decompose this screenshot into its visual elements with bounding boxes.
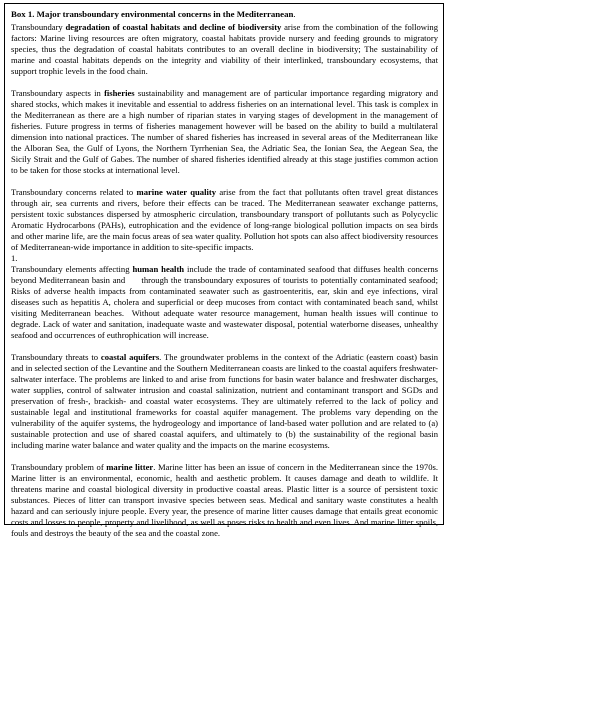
bold-term: fisheries [104, 88, 135, 98]
paragraph-coastal-aquifers [11, 352, 438, 451]
text: Transboundary [11, 22, 66, 32]
paragraph-water-quality [11, 187, 438, 253]
text: 1. [11, 253, 18, 263]
bold-term: human health [132, 264, 185, 274]
text: include the trade of contaminated seafood that diffuses health concerns beyond Mediterranean basin and through the transboundary exposures of tourists to potentially contaminated seafood; Risks of adverse health impacts from contaminated seawater such as gastroenteritis, ear, skin and eye infections, viral diseases such as hepatitis A, cholera and superficial or deep mucoses from contact with contaminated beach sand, whilst visiting Mediterranean beaches. Without adequate water resource management, human health issues will continue to degrade. Lack of water and sanitation, inadequate waste and wastewater disposal, potential waterborne diseases, unhealthy seafood and occurrences of euthrophication will increase. [11, 264, 441, 340]
bold-term: marine litter [106, 462, 154, 472]
text: Transboundary elements affecting [11, 264, 133, 274]
box-title-bold: Box 1. Major transboundary environmental concerns in the Mediterranean [11, 9, 294, 19]
bold-term: marine water quality [136, 187, 217, 197]
text: . The groundwater problems in the context of the Adriatic (eastern coast) basin and in selected section of the Levantine and the Southern Mediterranean coasts are linked to the coastal aquifers freshwater- saltwater interface. The problems are linked to and arise from functions for basin water balance and freshwater discharges, water supplies, control of saltwater intrusion and coastal salinization, nutrient and contaminant transport and SGDs and preservation of fresh-, brackish- and coastal water ecosystems. They are ultimately referred to the lack of policy and sustainable legal and institutional frameworks for coastal aquifer management. The problems vary depending on the vulnerability of the aquifer systems, the hydrogeology and importance of land-based water pollution and are related to (a) sustainable protection and use of shared coastal aquifers, and ultimately to (b) the sustainability of the regional basin including marine water balance and water quality and the impacts on the marine ecosystems. [11, 352, 438, 450]
text: arise from the fact that pollutants often travel great distances through air, sea currents and rivers, before their effects can be traced. The Mediterranean seawater exchange patterns, persistent toxic substances dispersed by atmospheric circulation, transboundary transport of pollutants such as Polycyclic Aromatic Hydrocarbons (PAHs), eutrophication and the evidence of long-range biological pollution impacts on sea birds and other marine life, are the main focus areas of sea water quality. Pollution hot spots can also affect biodiversity resources of Mediterranean-wide importance in addition to site-specific impacts. [11, 187, 438, 252]
paragraph-human-health [11, 264, 441, 341]
text: sustainability and management are of particular importance regarding migratory and shared stocks, which makes it inevitable and essential to address fisheries on an international level. This task is complex in the Mediterranean as there are a high number of riparian states in varying stages of development in the management of fisheries. Future progress in terms of fisheries management however will be based on the ability to build a multilateral dimension into national practices. The number of shared fisheries has increased in several areas of the Mediterranean like the Alboran Sea, the Gulf of Lyons, the Northern Tyrrhenian Sea, the Adriatic Sea, the Ionian Sea, the Aegean Sea, the Sicily Strait and the Gulf of Gabes. The number of shared fisheries identified already at this stage justifies common action to be taken for those stocks at international level. [11, 88, 438, 175]
bold-term: degradation of coastal habitats and decline of biodiversity [65, 22, 282, 32]
text: Transboundary problem of [11, 462, 107, 472]
bold-term: coastal aquifers [100, 352, 160, 362]
box-1-frame [4, 3, 444, 538]
paragraph-biodiversity [11, 22, 438, 77]
paragraph-marine-litter [11, 462, 438, 539]
list-number [11, 253, 438, 264]
box-title-end: . [293, 9, 296, 19]
paragraph-fisheries [11, 88, 438, 176]
text: Transboundary aspects in [11, 88, 105, 98]
text: Transboundary threats to [11, 352, 101, 362]
box-title [11, 9, 438, 20]
text: . Marine litter has been an issue of concern in the Mediterranean since the 1970s. Marine litter is an environmental, economic, health and aesthetic problem. It causes damage and death to wildlife. It threatens marine and coastal biological diversity in productive coastal areas. Plastic litter is a source of persistent toxic substances. Pieces of litter can transport invasive species between seas. Medical and sanitary waste constitutes a health hazard and can seriously injure people. Every year, the presence of marine litter causes damage that entails great economic costs and losses to people, property and livelihood, as well as poses risks to health and even lives. And marine litter spoils, fouls and destroys the beauty of the sea and the coastal zone. [11, 462, 438, 538]
text: Transboundary concerns related to [11, 187, 137, 197]
text: arise from the combination of the following factors: Marine living resources are often migratory, coastal habitats provide nursery and feeding grounds to migratory species, thus the degradation of coastal habitats contributes to an overall decline in biodiversity; The sustainability of marine and coastal habitats depends on the integrity and viability of their interlinked, transboundary ecosystems, that support trophic levels in the food chain. [11, 22, 438, 76]
